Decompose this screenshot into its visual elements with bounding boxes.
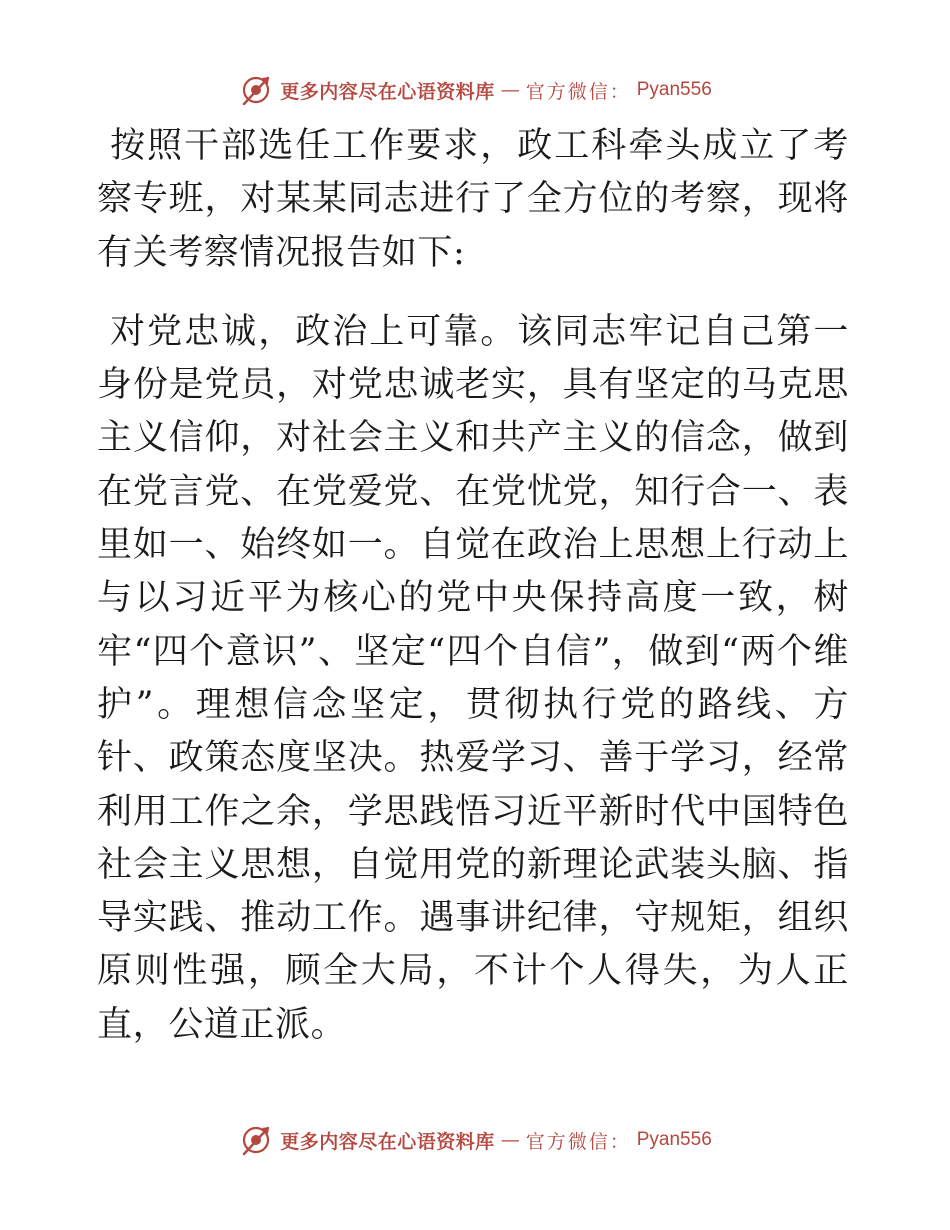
header-site-text: 更多内容尽在心语资料库: [280, 80, 495, 103]
paragraph-intro: 按照干部选任工作要求，政工科牵头成立了考察专班，对某某同志进行了全方位的考察，现将有关考察情况报告如下:: [97, 126, 849, 273]
footer-wechat-label: 官方微信：: [525, 1130, 631, 1153]
footer-separator: —: [500, 1129, 520, 1151]
header-banner: [0, 68, 950, 112]
header-separator: —: [500, 79, 520, 101]
quill-pen-logo-icon: [238, 72, 274, 108]
header-wechat-id: Pyan556: [636, 79, 712, 100]
quill-pen-logo-icon: [238, 1122, 274, 1158]
footer-wechat-id: Pyan556: [636, 1129, 712, 1150]
footer-banner: [0, 1118, 950, 1162]
footer-site-text: 更多内容尽在心语资料库: [280, 1130, 495, 1153]
paragraph-political-loyalty: 对党忠诚，政治上可靠。该同志牢记自己第一身份是党员，对党忠诚老实，具有坚定的马克思主义信仰，对社会主义和共产主义的信念，做到在党言党、在党爱党、在党忧党，知行合一、表里如一、始终如一。自觉在政治上思想上行动上与以习近平为核心的党中央保持高度一致，树牢“四个意识”、坚定“四个自信”，做到“两个维护”。理想信念坚定，贯彻执行党的路线、方针、政策态度坚决。热爱学习、善于学习，经常利用工作之余，学思践悟习近平新时代中国特色社会主义思想，自觉用党的新理论武装头脑、指导实践、推动工作。遇事讲纪律，守规矩，组织原则性强，顾全大局，不计个人得失，为人正直，公道正派。: [97, 311, 849, 1045]
header-wechat-label: 官方微信：: [525, 80, 631, 103]
document-body: [97, 120, 849, 1052]
